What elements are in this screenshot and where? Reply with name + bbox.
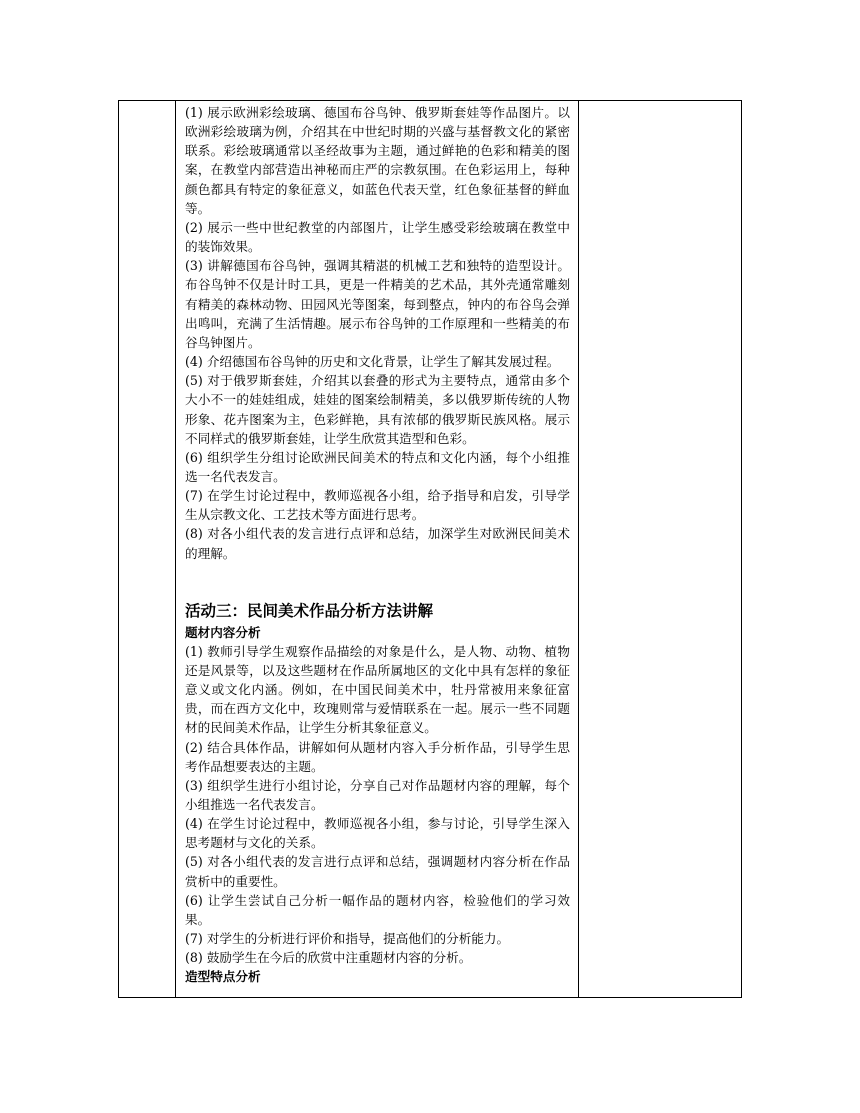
list-item: (4) 介绍德国布谷鸟钟的历史和文化背景，让学生了解其发展过程。 bbox=[185, 354, 560, 370]
table-row bbox=[119, 101, 742, 998]
list-item: (7) 在学生讨论过程中，教师巡视各小组，给予指导和启发，引导学生从宗教文化、工艺技术等方面进行思考。 bbox=[185, 488, 570, 523]
content-column-cell bbox=[176, 101, 579, 998]
list-item: (3) 讲解德国布谷鸟钟，强调其精湛的机械工艺和独特的造型设计。布谷鸟钟不仅是计时工具，更是一件精美的艺术品，其外壳通常雕刻有精美的森林动物、田园风光等图案，每到整点，钟内的布谷鸟会弹出鸣叫，充满了生活情趣。展示布谷鸟钟的工作原理和一些精美的布谷鸟钟图片。 bbox=[185, 258, 570, 350]
list-item: (6) 让学生尝试自己分析一幅作品的题材内容，检验他们的学习效果。 bbox=[185, 892, 570, 927]
list-item: (8) 鼓励学生在今后的欣赏中注重题材内容的分析。 bbox=[185, 950, 472, 966]
list-item: (6) 组织学生分组讨论欧洲民间美术的特点和文化内涵，每个小组推选一名代表发言。 bbox=[185, 449, 570, 484]
list-item: (8) 对各小组代表的发言进行点评和总结，加深学生对欧洲民间美术的理解。 bbox=[185, 526, 570, 561]
list-item: (1) 教师引导学生观察作品描绘的对象是什么，是人物、动物、植物还是风景等，以及这些题材在作品所属地区的文化中具有怎样的象征意义或文化内涵。例如，在中国民间美术中，牡丹常被用来象征富贵，而在西方文化中，玫瑰则常与爱情联系在一起。展示一些不同题材的民间美术作品，让学生分析其象征意义。 bbox=[185, 643, 570, 736]
subsection-heading: 造型特点分析 bbox=[185, 969, 261, 985]
spacer bbox=[185, 563, 570, 601]
subsection-heading: 题材内容分析 bbox=[185, 624, 261, 640]
list-item: (3) 组织学生进行小组讨论，分享自己对作品题材内容的理解，每个小组推选一名代表发言。 bbox=[185, 777, 570, 812]
list-item: (2) 结合具体作品，讲解如何从题材内容入手分析作品，引导学生思考作品想要表达的主题。 bbox=[185, 739, 570, 774]
list-item: (2) 展示一些中世纪教堂的内部图片，让学生感受彩绘玻璃在教堂中的装饰效果。 bbox=[185, 219, 570, 255]
list-item: (4) 在学生讨论过程中，教师巡视各小组，参与讨论，引导学生深入思考题材与文化的关系。 bbox=[185, 816, 570, 851]
lesson-plan-table bbox=[118, 100, 742, 998]
list-item: (7) 对学生的分析进行评价和指导，提高他们的分析能力。 bbox=[185, 931, 510, 947]
list-item: (5) 对于俄罗斯套娃，介绍其以套叠的形式为主要特点，通常由多个大小不一的娃娃组成，娃娃的图案绘制精美，多以俄罗斯传统的人物形象、花卉图案为主，色彩鲜艳，具有浓郁的俄罗斯民族风格。展示不同样式的俄罗斯套娃，让学生欣赏其造型和色彩。 bbox=[185, 373, 570, 446]
right-column-cell bbox=[579, 101, 742, 998]
activity-heading: 活动三：民间美术作品分析方法讲解 bbox=[185, 601, 434, 620]
left-column-cell bbox=[119, 101, 176, 998]
list-item: (5) 对各小组代表的发言进行点评和总结，强调题材内容分析在作品赏析中的重要性。 bbox=[185, 854, 570, 889]
list-item: (1) 展示欧洲彩绘玻璃、德国布谷鸟钟、俄罗斯套娃等作品图片。以欧洲彩绘玻璃为例，介绍其在中世纪时期的兴盛与基督教文化的紧密联系。彩绘玻璃通常以圣经故事为主题，通过鲜艳的色彩和精美的图案，在教堂内部营造出神秘而庄严的宗教氛围。在色彩运用上，每种颜色都具有特定的象征意义，如蓝色代表天堂，红色象征基督的鲜血等。 bbox=[185, 105, 570, 216]
